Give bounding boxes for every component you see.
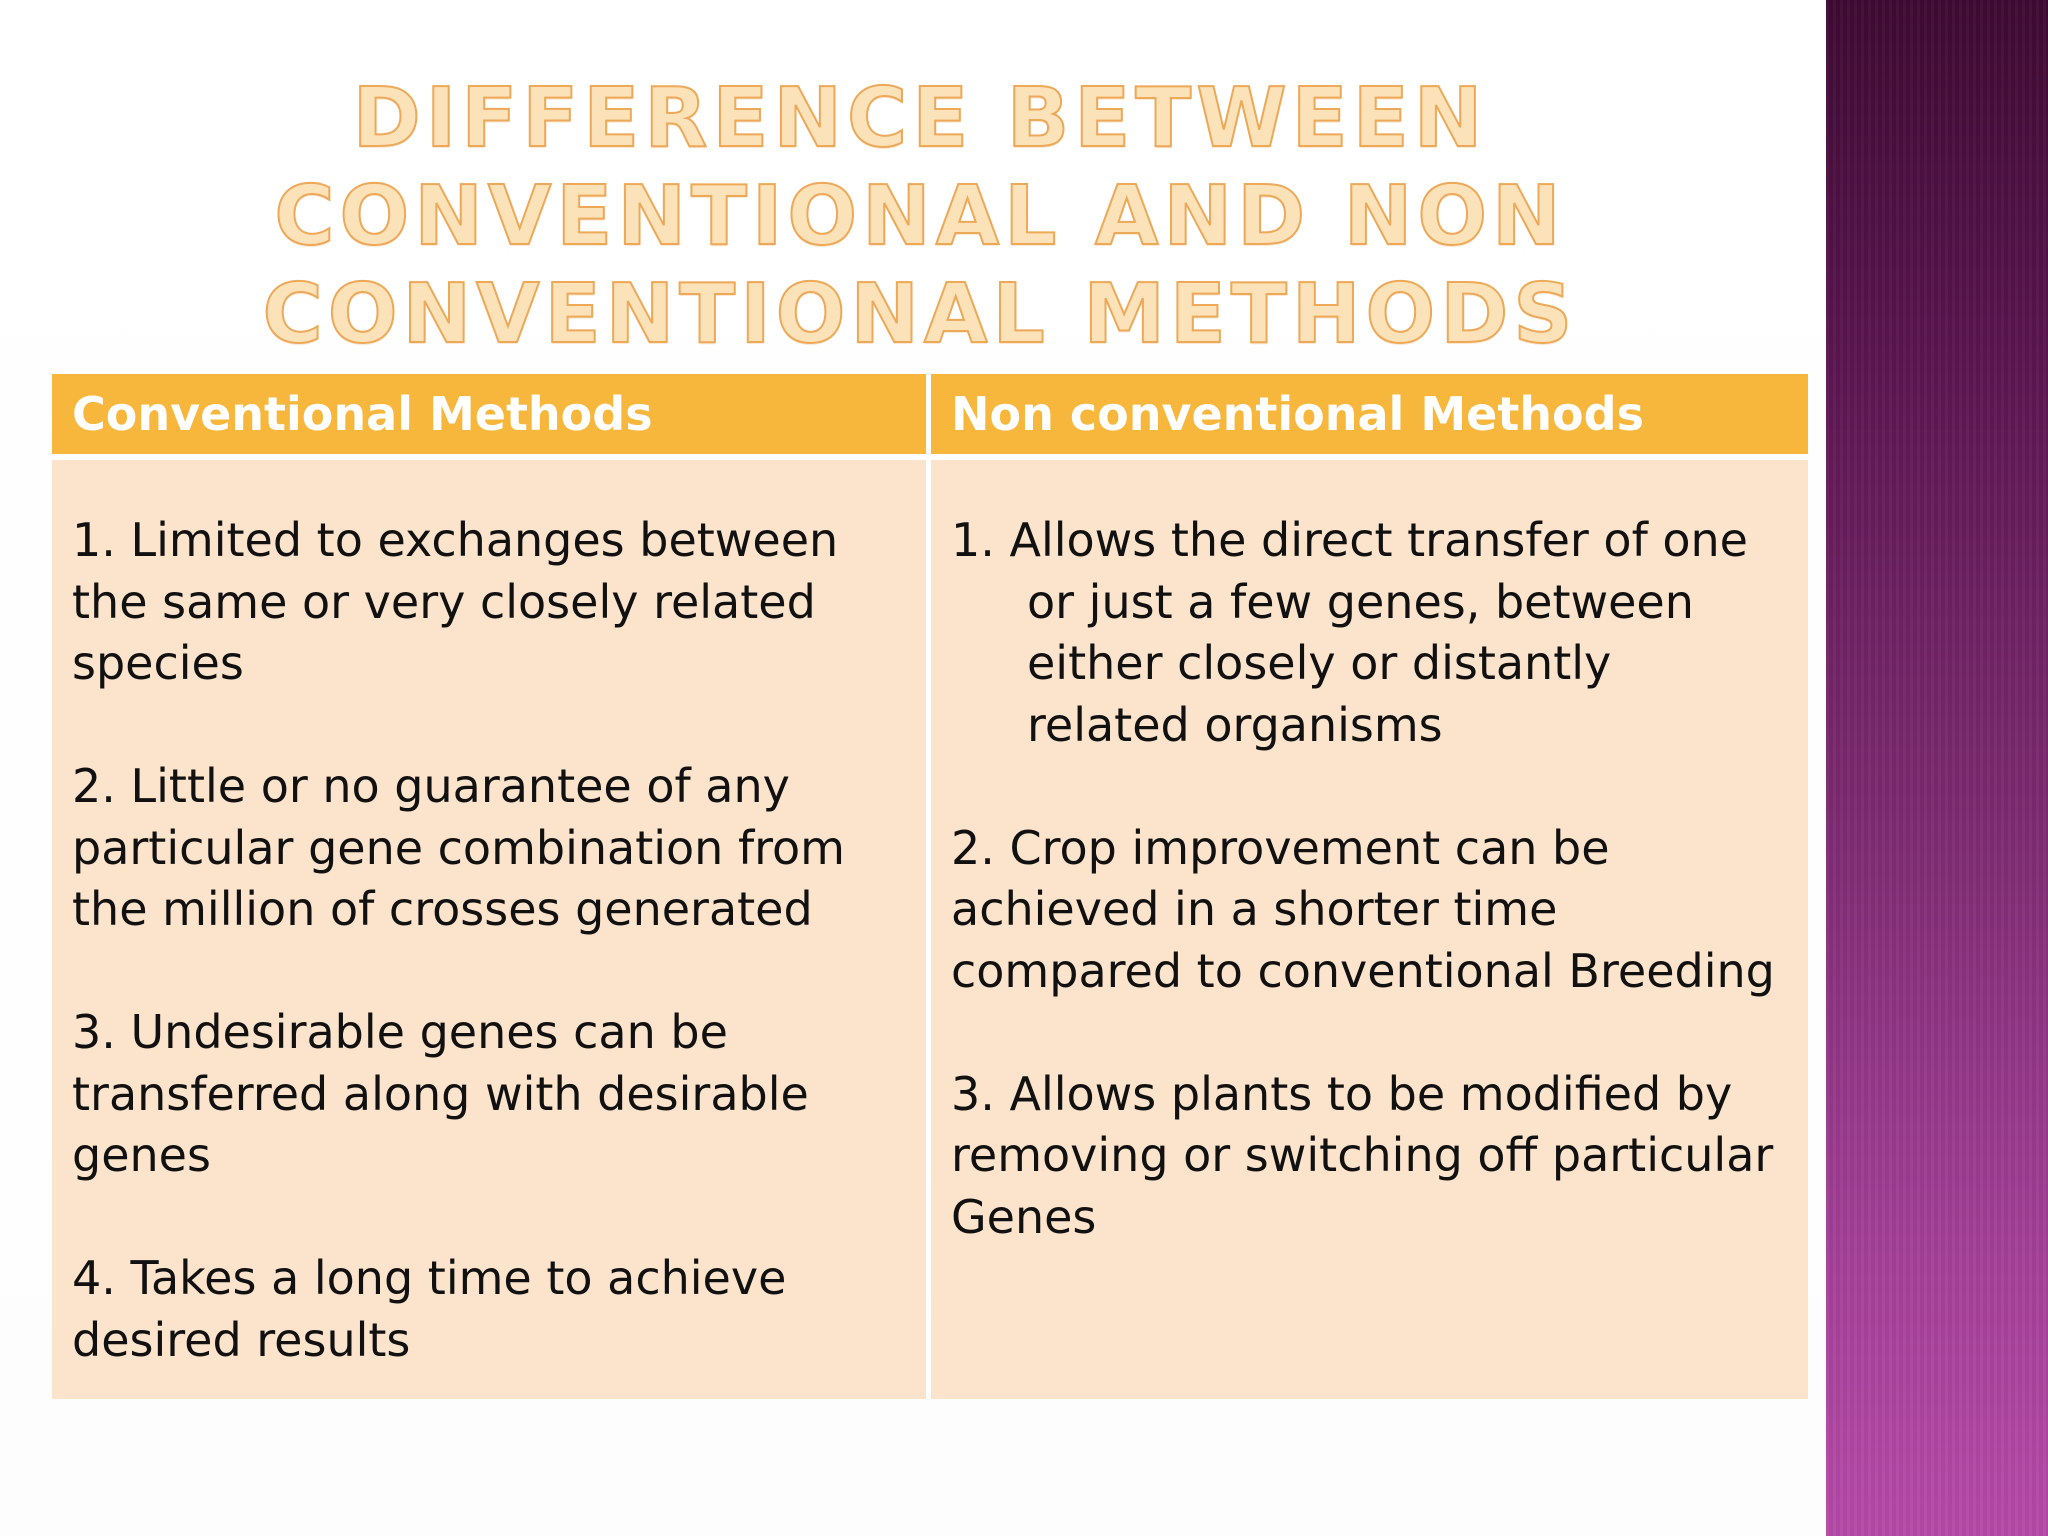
comparison-table bbox=[52, 374, 1808, 1399]
header-conventional-methods: Conventional Methods bbox=[52, 374, 926, 454]
conventional-item-3: 3. Undesirable genes can be transferred along with desirable genes bbox=[72, 1005, 809, 1182]
non-conventional-item-3: 3. Allows plants to be modified by removing or switching off particular Genes bbox=[951, 1066, 1774, 1244]
cell-conventional-methods bbox=[52, 460, 926, 1399]
header-non-conventional-methods: Non conventional Methods bbox=[931, 374, 1808, 454]
non-conventional-item-2: 2. Crop improvement can be achieved in a shorter time compared to conventional Breeding bbox=[951, 820, 1775, 998]
conventional-item-2: 2. Little or no guarantee of any particular gene combination from the million of crosses generated bbox=[72, 759, 845, 936]
cell-non-conventional-methods bbox=[931, 460, 1808, 1399]
decorative-side-band bbox=[1826, 0, 2048, 1536]
non-conventional-item-1: 1. Allows the direct transfer of one or just a few genes, between either closely or distantly related organisms bbox=[951, 513, 1748, 752]
slide-title: DIFFERENCE BETWEEN CONVENTIONAL AND NON CONVENTIONAL METHODS bbox=[262, 71, 1578, 362]
conventional-item-1: 1. Limited to exchanges between the same or very closely related species bbox=[72, 513, 839, 690]
conventional-item-4: 4. Takes a long time to achieve desired results bbox=[72, 1251, 787, 1367]
